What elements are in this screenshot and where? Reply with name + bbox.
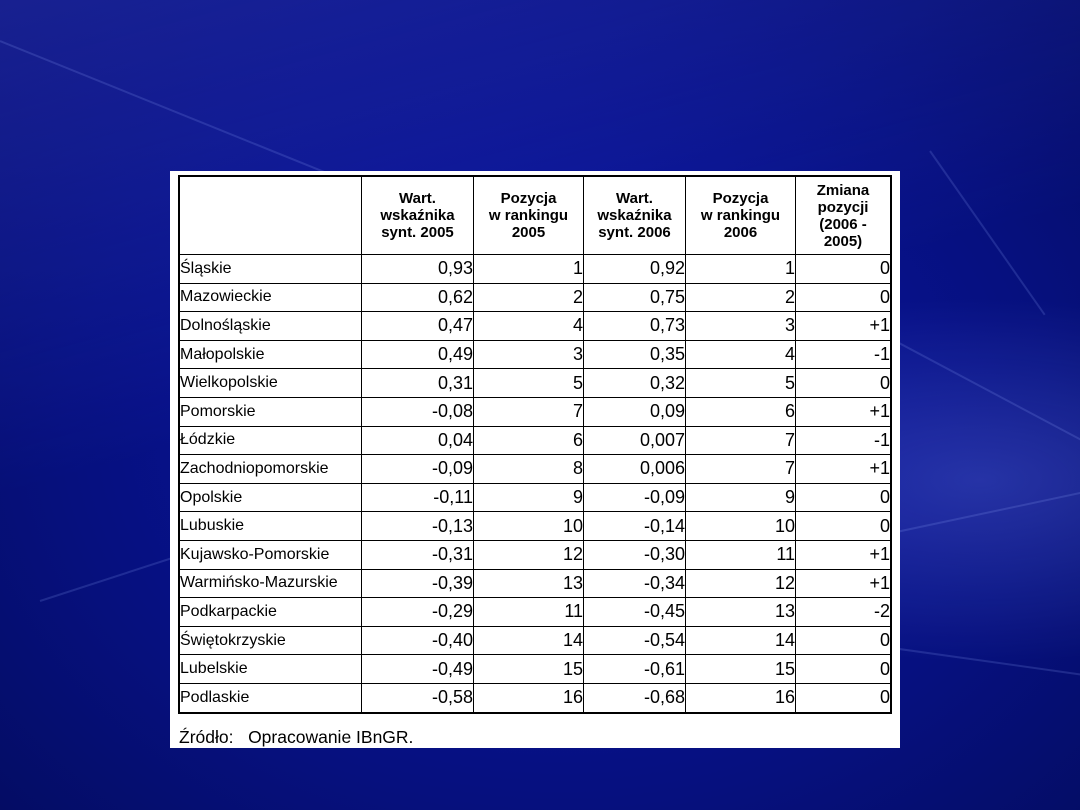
rank-2006-cell: 16: [686, 683, 796, 712]
region-cell: Dolnośląskie: [179, 312, 362, 341]
value-2005-cell: -0,13: [362, 512, 474, 541]
value-2005-cell: -0,09: [362, 455, 474, 484]
rank-2006-cell: 15: [686, 655, 796, 684]
region-cell: Podlaskie: [179, 683, 362, 712]
rank-2005-cell: 8: [474, 455, 584, 484]
rank-2006-cell: 11: [686, 540, 796, 569]
source-text: Opracowanie IBnGR.: [248, 727, 414, 747]
value-2006-cell: -0,34: [584, 569, 686, 598]
table-row: [179, 369, 891, 398]
table-row: [179, 340, 891, 369]
region-cell: Podkarpackie: [179, 598, 362, 627]
header-rank-change: Zmiana pozycji (2006 - 2005): [796, 176, 892, 255]
value-2005-cell: 0,49: [362, 340, 474, 369]
rank-2005-cell: 16: [474, 683, 584, 712]
region-cell: Łódzkie: [179, 426, 362, 455]
table-body: [179, 255, 891, 713]
value-2005-cell: -0,29: [362, 598, 474, 627]
rank-change-cell: +1: [796, 455, 892, 484]
rank-2005-cell: 15: [474, 655, 584, 684]
value-2006-cell: 0,007: [584, 426, 686, 455]
rank-2006-cell: 1: [686, 255, 796, 284]
table-row: [179, 655, 891, 684]
table-row: [179, 312, 891, 341]
value-2005-cell: -0,40: [362, 626, 474, 655]
value-2006-cell: -0,54: [584, 626, 686, 655]
rank-2006-cell: 7: [686, 455, 796, 484]
rank-change-cell: +1: [796, 312, 892, 341]
region-cell: Warmińsko-Mazurskie: [179, 569, 362, 598]
rank-2005-cell: 3: [474, 340, 584, 369]
value-2005-cell: -0,58: [362, 683, 474, 712]
rank-2006-cell: 7: [686, 426, 796, 455]
value-2006-cell: 0,92: [584, 255, 686, 284]
value-2005-cell: 0,93: [362, 255, 474, 284]
region-cell: Zachodniopomorskie: [179, 455, 362, 484]
region-cell: Lubelskie: [179, 655, 362, 684]
table-row: [179, 426, 891, 455]
rank-change-cell: 0: [796, 283, 892, 312]
rank-change-cell: 0: [796, 626, 892, 655]
value-2006-cell: 0,75: [584, 283, 686, 312]
value-2005-cell: 0,31: [362, 369, 474, 398]
rank-change-cell: -1: [796, 340, 892, 369]
rank-2005-cell: 9: [474, 483, 584, 512]
value-2006-cell: 0,73: [584, 312, 686, 341]
table-header-row: [179, 176, 891, 255]
value-2006-cell: 0,006: [584, 455, 686, 484]
slide-content-card: [170, 171, 900, 748]
rank-2006-cell: 13: [686, 598, 796, 627]
rank-change-cell: +1: [796, 569, 892, 598]
table-row: [179, 483, 891, 512]
rank-change-cell: +1: [796, 540, 892, 569]
rank-change-cell: -1: [796, 426, 892, 455]
header-rank-2005: Pozycja w rankingu 2005: [474, 176, 584, 255]
header-region: [179, 176, 362, 255]
rank-2005-cell: 6: [474, 426, 584, 455]
rank-2005-cell: 5: [474, 369, 584, 398]
region-cell: Kujawsko-Pomorskie: [179, 540, 362, 569]
value-2006-cell: -0,68: [584, 683, 686, 712]
source-label: Źródło:: [179, 727, 234, 747]
table-row: [179, 455, 891, 484]
table-row: [179, 512, 891, 541]
table-row: [179, 255, 891, 284]
rank-2005-cell: 12: [474, 540, 584, 569]
rank-change-cell: 0: [796, 369, 892, 398]
rank-2006-cell: 12: [686, 569, 796, 598]
rank-change-cell: 0: [796, 255, 892, 284]
value-2006-cell: -0,30: [584, 540, 686, 569]
rank-change-cell: +1: [796, 397, 892, 426]
rank-change-cell: -2: [796, 598, 892, 627]
region-cell: Lubuskie: [179, 512, 362, 541]
value-2005-cell: 0,47: [362, 312, 474, 341]
table-row: [179, 569, 891, 598]
table-row: [179, 540, 891, 569]
value-2005-cell: -0,49: [362, 655, 474, 684]
table-row: [179, 598, 891, 627]
region-cell: Opolskie: [179, 483, 362, 512]
source-note: [179, 727, 413, 748]
region-cell: Wielkopolskie: [179, 369, 362, 398]
region-cell: Świętokrzyskie: [179, 626, 362, 655]
rank-change-cell: 0: [796, 483, 892, 512]
table-row: [179, 683, 891, 712]
value-2005-cell: -0,39: [362, 569, 474, 598]
value-2006-cell: -0,14: [584, 512, 686, 541]
rank-2005-cell: 2: [474, 283, 584, 312]
rank-2005-cell: 10: [474, 512, 584, 541]
rank-change-cell: 0: [796, 683, 892, 712]
rank-2006-cell: 5: [686, 369, 796, 398]
value-2006-cell: 0,09: [584, 397, 686, 426]
rank-2005-cell: 11: [474, 598, 584, 627]
rank-2006-cell: 14: [686, 626, 796, 655]
rank-2006-cell: 3: [686, 312, 796, 341]
value-2005-cell: -0,11: [362, 483, 474, 512]
value-2006-cell: -0,45: [584, 598, 686, 627]
region-cell: Małopolskie: [179, 340, 362, 369]
rank-change-cell: 0: [796, 655, 892, 684]
rank-2006-cell: 9: [686, 483, 796, 512]
rank-2005-cell: 13: [474, 569, 584, 598]
region-cell: Mazowieckie: [179, 283, 362, 312]
header-value-2006: Wart. wskaźnika synt. 2006: [584, 176, 686, 255]
rank-2005-cell: 14: [474, 626, 584, 655]
region-cell: Śląskie: [179, 255, 362, 284]
rank-2005-cell: 1: [474, 255, 584, 284]
header-value-2005: Wart. wskaźnika synt. 2005: [362, 176, 474, 255]
region-cell: Pomorskie: [179, 397, 362, 426]
table-row: [179, 626, 891, 655]
value-2005-cell: -0,31: [362, 540, 474, 569]
rank-2005-cell: 4: [474, 312, 584, 341]
rank-2005-cell: 7: [474, 397, 584, 426]
value-2005-cell: -0,08: [362, 397, 474, 426]
regional-ranking-table: [178, 175, 892, 714]
rank-2006-cell: 4: [686, 340, 796, 369]
rank-2006-cell: 10: [686, 512, 796, 541]
value-2006-cell: 0,35: [584, 340, 686, 369]
value-2006-cell: 0,32: [584, 369, 686, 398]
rank-2006-cell: 6: [686, 397, 796, 426]
value-2006-cell: -0,61: [584, 655, 686, 684]
table-row: [179, 397, 891, 426]
value-2005-cell: 0,04: [362, 426, 474, 455]
rank-change-cell: 0: [796, 512, 892, 541]
value-2005-cell: 0,62: [362, 283, 474, 312]
rank-2006-cell: 2: [686, 283, 796, 312]
value-2006-cell: -0,09: [584, 483, 686, 512]
table-row: [179, 283, 891, 312]
header-rank-2006: Pozycja w rankingu 2006: [686, 176, 796, 255]
